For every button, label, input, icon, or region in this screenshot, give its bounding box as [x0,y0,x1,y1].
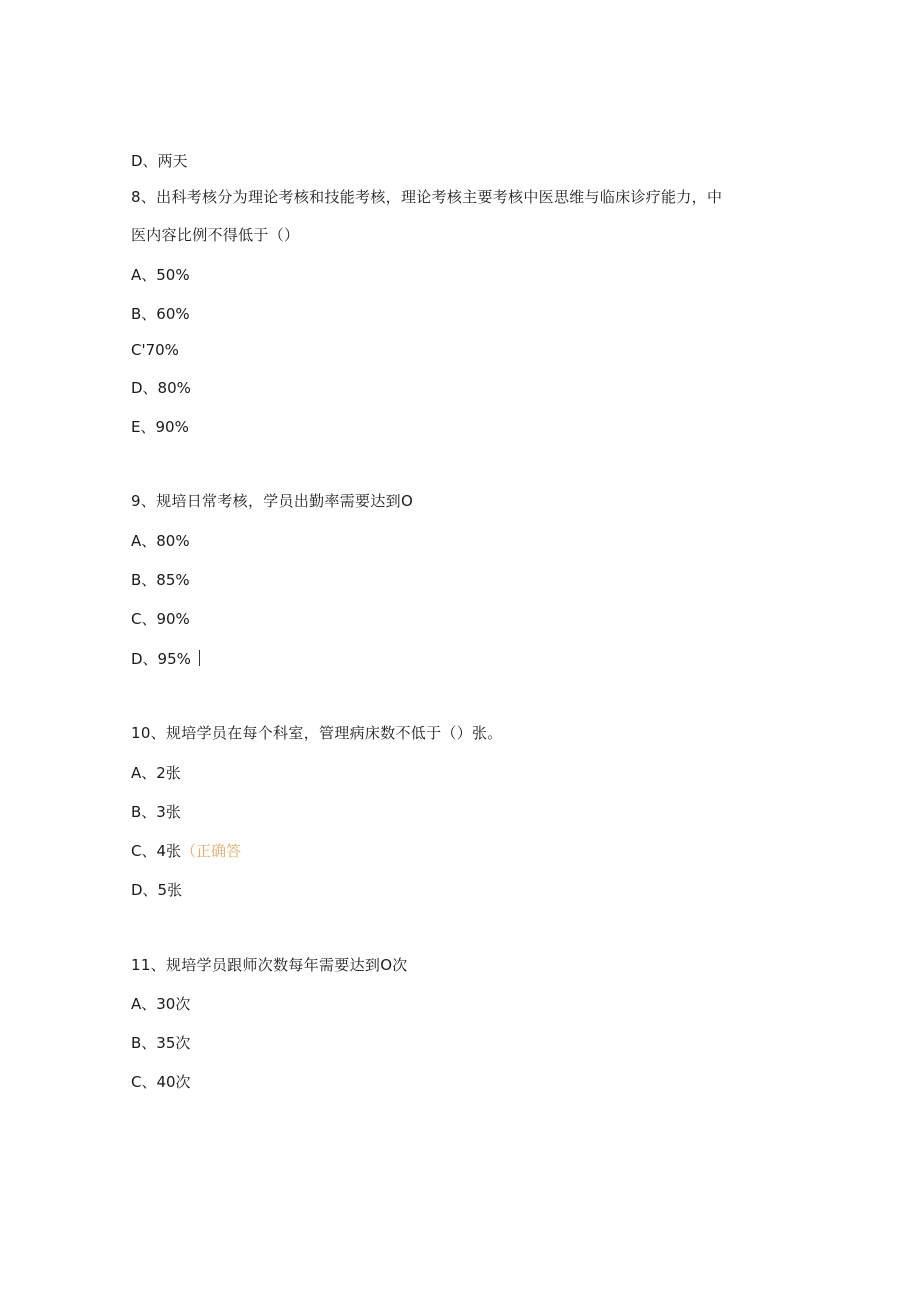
q8-question-line2: 医内容比例不得低于（） [131,226,300,244]
q10-option-c: C、4张 [131,842,182,860]
q11-question: 11、规培学员跟师次数每年需要达到O次 [131,956,408,974]
answer-annotation: （正确答 [181,842,242,860]
q11-option-a: A、30次 [131,995,191,1013]
q9-option-d-row [131,649,200,669]
text-cursor-mark [199,650,200,666]
q8-question-line1: 8、出科考核分为理论考核和技能考核，理论考核主要考核中医思维与临床诊疗能力，中 [131,188,723,206]
q8-option-c: C'70% [131,341,179,359]
q8-option-d: D、80% [131,379,191,397]
q10-question: 10、规培学员在每个科室，管理病床数不低于（）张。 [131,724,503,742]
q8-option-b: B、60% [131,305,190,323]
q7-option-d: D、两天 [131,152,188,170]
q9-question: 9、规培日常考核，学员出勤率需要达到O [131,492,414,510]
q11-option-c: C、40次 [131,1073,191,1091]
q9-option-c: C、90% [131,610,190,628]
q10-option-a: A、2张 [131,764,181,782]
q9-option-d: D、95% [131,650,191,668]
q10-option-c-row [131,841,241,861]
q10-option-d: D、5张 [131,881,183,899]
q9-option-a: A、80% [131,532,190,550]
q8-option-a: A、50% [131,266,190,284]
q11-option-b: B、35次 [131,1034,191,1052]
q10-option-b: B、3张 [131,803,181,821]
q9-option-b: B、85% [131,571,190,589]
q8-option-e: E、90% [131,418,189,436]
